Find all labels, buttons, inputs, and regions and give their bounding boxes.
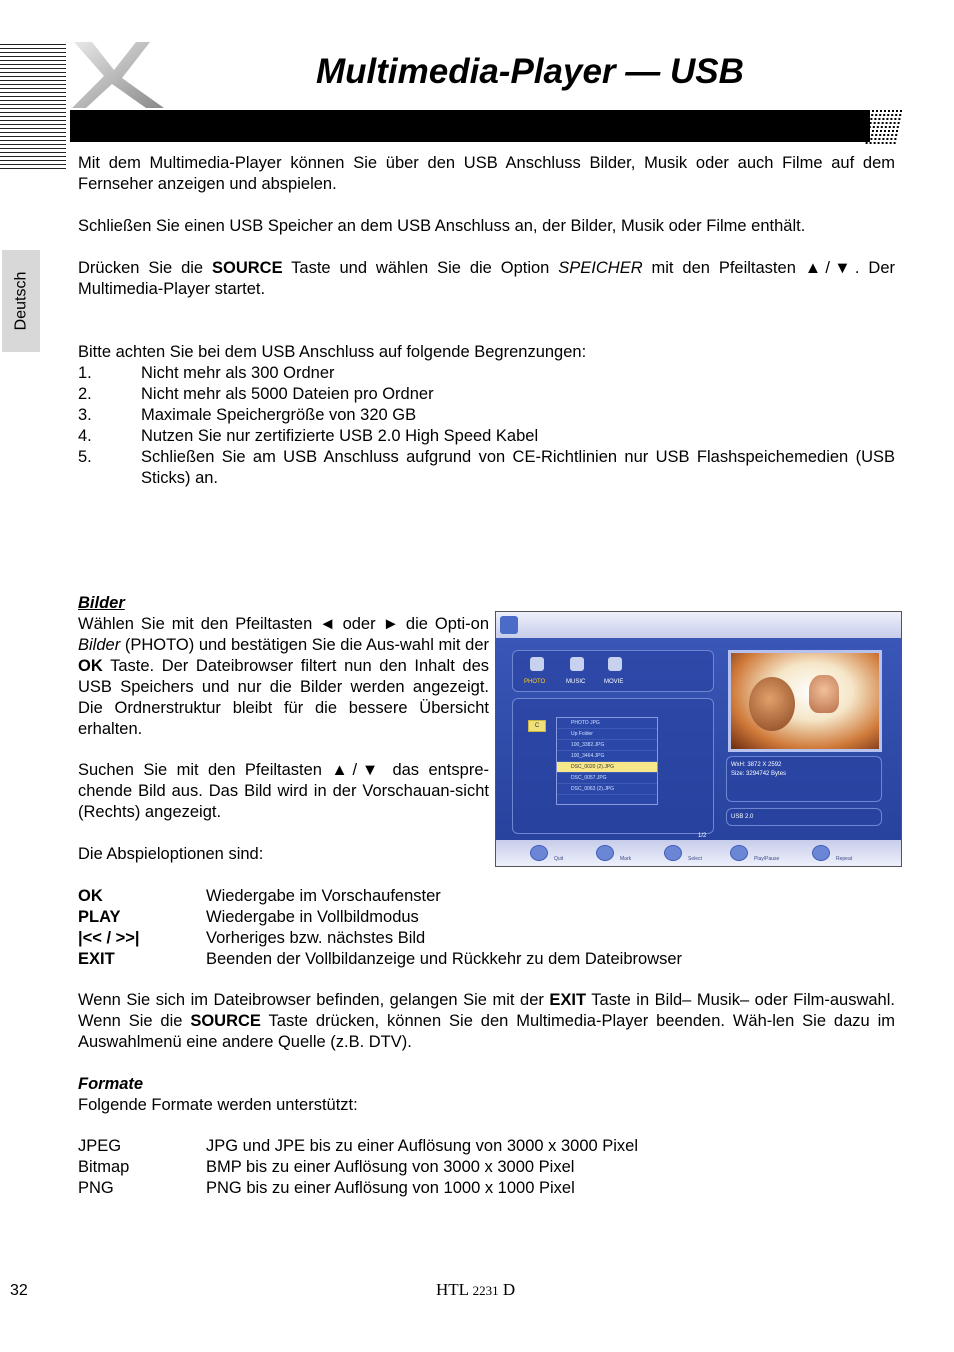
limit-item — [78, 384, 895, 405]
x-logo-icon — [66, 36, 166, 110]
menu-music: MUSIC — [566, 679, 586, 685]
home-icon — [500, 616, 518, 634]
preview-window — [728, 650, 882, 752]
limit-item — [78, 426, 895, 447]
format-row — [78, 1157, 895, 1178]
preview-face — [749, 677, 795, 731]
limit-number: 3. — [78, 406, 92, 424]
bilder-paragraph-3: Die Abspieloptionen sind: — [78, 845, 264, 863]
limit-item — [78, 405, 895, 426]
limit-number: 1. — [78, 364, 92, 382]
file-row: Up Folder — [557, 729, 657, 740]
limit-item — [78, 363, 895, 384]
formats-list — [78, 1136, 895, 1199]
file-row: DSC_0020 (2).JPG — [557, 762, 657, 773]
header-bar — [70, 110, 870, 142]
limit-text: Maximale Speichergröße von 320 GB — [141, 406, 417, 424]
multimedia-player-screenshot — [495, 611, 902, 867]
format-desc: PNG bis zu einer Auflösung von 1000 x 1000 Pixel — [206, 1179, 575, 1197]
intro-paragraph-3: Drücken Sie die SOURCE Taste und wählen Sie die Option SPEICHER mit den Pfeiltasten ▲/▼. Der Multimedia-Player startet. — [78, 259, 895, 298]
option-key: EXIT — [78, 950, 115, 968]
option-desc: Wiedergabe in Vollbildmodus — [206, 908, 419, 926]
file-row: 100_3382.JPG — [557, 740, 657, 751]
source-key: SOURCE — [211, 259, 283, 277]
screenshot-bottombar — [496, 840, 901, 866]
bilder-paragraph-1: Wählen Sie mit den Pfeiltasten ◄ oder ► die Opti-on Bilder (PHOTO) und bestätigen Sie die Aus-wahl mit der OK Taste. Der Dateibrowser filtert nun den Inhalt des USB Speichers und nur die Bilder werden angezeigt. Die Ordnerstruktur bleibt für die bessere Übersicht erhalten. — [78, 615, 489, 738]
limit-number: 5. — [78, 448, 92, 466]
intro-paragraph-1: Mit dem Multimedia-Player können Sie über den USB Anschluss Bilder, Musik oder auch Filme auf dem Fernseher anzeigen und abspielen. — [78, 154, 895, 193]
button-label: Repeat — [836, 856, 853, 862]
header-dots-decoration — [862, 108, 904, 144]
page-indicator: 1/2 — [698, 833, 707, 839]
preview-hand — [809, 675, 839, 713]
photo-icon — [530, 657, 544, 671]
image-info-panel — [726, 756, 882, 802]
language-tab — [2, 250, 40, 352]
limit-text: Nutzen Sie nur zertifizierte USB 2.0 High Speed Kabel — [141, 427, 539, 445]
file-row: 100_3464.JPG — [557, 751, 657, 762]
file-list — [556, 717, 658, 805]
format-desc: JPG und JPE bis zu einer Auflösung von 3000 x 3000 Pixel — [206, 1137, 639, 1155]
option-key: OK — [78, 887, 103, 905]
header-stripes — [0, 44, 66, 172]
button-label: Select — [688, 856, 702, 862]
option-row — [78, 928, 895, 949]
bilder-heading: Bilder — [78, 594, 125, 612]
limits-list — [78, 363, 895, 489]
music-icon — [570, 657, 584, 671]
limit-text: Nicht mehr als 5000 Dateien pro Ordner — [141, 385, 434, 403]
bilder-paragraph-2: Suchen Sie mit den Pfeiltasten ▲/▼ das entspre-chende Bild aus. Das Bild wird in der Vorschauan-sicht (Rechts) angezeigt. — [78, 761, 489, 821]
limit-number: 4. — [78, 427, 92, 445]
exit-icon — [530, 845, 548, 861]
option-desc: Vorheriges bzw. nächstes Bild — [206, 929, 426, 947]
option-desc: Wiedergabe im Vorschaufenster — [206, 887, 441, 905]
browser-note: Wenn Sie sich im Dateibrowser befinden, gelangen Sie mit der EXIT Taste in Bild– Musik– oder Film-auswahl. Wenn Sie die SOURCE Taste drücken, können Sie den Multimedia-Player beenden. Wäh-len Sie dazu im Auswahlmenü eine andere Quelle (z.B. DTV). — [78, 991, 895, 1051]
model-name: HTL 2231 D — [436, 1280, 516, 1299]
format-desc: BMP bis zu einer Auflösung von 3000 x 3000 Pixel — [206, 1158, 575, 1176]
format-row — [78, 1136, 895, 1157]
limit-number: 2. — [78, 385, 92, 403]
info-size: Size: 3294742 Bytes — [731, 771, 787, 777]
screenshot-topbar — [496, 612, 901, 638]
play-pause-icon — [730, 845, 748, 861]
button-label: Quit — [554, 856, 564, 862]
limits-intro: Bitte achten Sie bei dem USB Anschluss auf folgende Begrenzungen: — [78, 343, 587, 361]
language-tab-label: Deutsch — [12, 271, 30, 331]
format-key: PNG — [78, 1179, 114, 1197]
page-title: Multimedia-Player — USB — [316, 52, 744, 91]
option-row — [78, 886, 895, 907]
option-row — [78, 907, 895, 928]
repeat-icon — [812, 845, 830, 861]
format-key: JPEG — [78, 1137, 122, 1155]
movie-icon — [608, 657, 622, 671]
playback-options — [78, 886, 895, 970]
limit-item — [78, 447, 895, 489]
file-row: PHOTO JPG — [557, 718, 657, 729]
info-wxh: WxH: 3872 X 2592 — [731, 762, 782, 768]
menu-photo: PHOTO — [524, 679, 546, 685]
speicher-option: SPEICHER — [558, 259, 643, 277]
option-key: PLAY — [78, 908, 121, 926]
file-row: DSC_0063 (2).JPG — [557, 784, 657, 795]
format-row — [78, 1178, 895, 1199]
intro-paragraph-2: Schließen Sie einen USB Speicher an dem USB Anschluss an, der Bilder, Musik oder Filme enthält. — [78, 217, 806, 235]
option-desc: Beenden der Vollbildanzeige und Rückkehr zu dem Dateibrowser — [206, 950, 683, 968]
option-row — [78, 949, 895, 970]
limit-text: Nicht mehr als 300 Ordner — [141, 364, 335, 382]
usb-status: USB 2.0 — [726, 808, 882, 826]
limit-text: Schließen Sie am USB Anschluss aufgrund von CE-Richtlinien nur USB Flashspeichemedien (USB Sticks) an. — [141, 448, 895, 487]
select-icon — [664, 845, 682, 861]
ok-icon — [596, 845, 614, 861]
page-number: 32 — [10, 1282, 28, 1299]
button-label: Mark — [620, 856, 632, 862]
button-label: Play/Pause — [754, 856, 780, 862]
formate-heading: Formate — [78, 1075, 144, 1093]
drive-label: C — [528, 720, 546, 732]
file-row: DSC_0057.JPG — [557, 773, 657, 784]
option-key: |<< / >>| — [78, 929, 140, 947]
menu-movie: MOVIE — [604, 679, 624, 685]
format-key: Bitmap — [78, 1158, 130, 1176]
formate-intro: Folgende Formate werden unterstützt: — [78, 1096, 358, 1114]
